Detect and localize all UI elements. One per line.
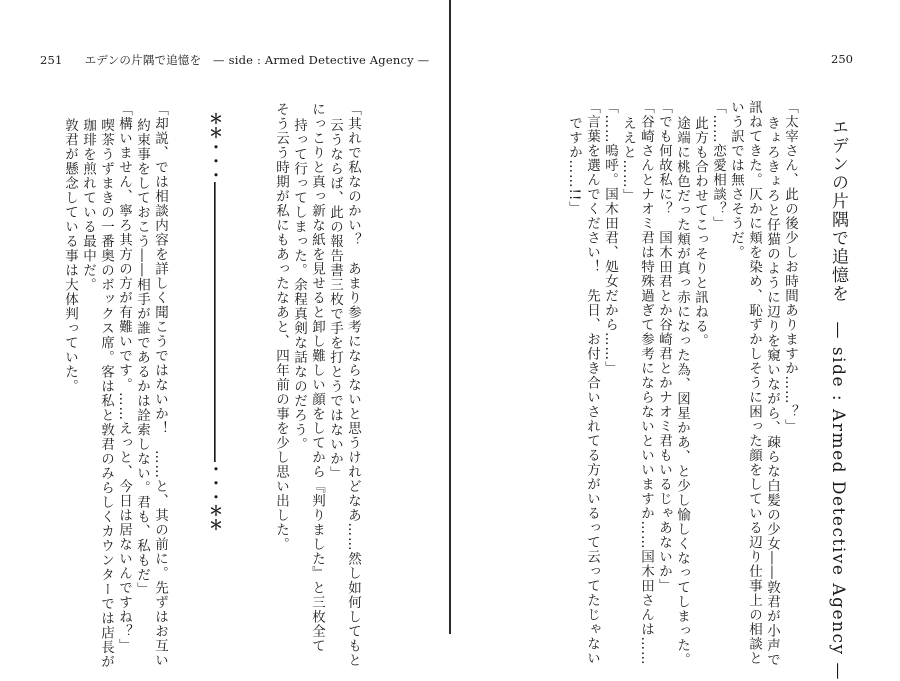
running-header (40, 52, 429, 68)
text-line: ですか……!!」 (566, 116, 582, 216)
scene-break: ＊＊・・・――――――――――――――――――――・・・＊＊ (207, 112, 223, 532)
text-line: きょろきょろと仔猫のように辺りを窺いながら、疎らな白髪の少女――敦君が小声で (764, 116, 780, 667)
text-line: いう訳では無さそうだ。 (728, 100, 744, 260)
page-number-right: 250 (831, 52, 853, 66)
text-line: そう云う時期が私にもあったなあと、四年前の事を少し思い出した。 (273, 102, 289, 552)
text-line: 喫茶うずまきの一番奥のボックス席。客は私と敦君のみらしくカウンターでは店長が (98, 118, 114, 669)
text-line: 「其れで私なのかい？ あまり参考にならないと思うけれどなあ……然し如何してもと (345, 102, 361, 668)
text-line: 約束事をしておこう――相手が誰であるかは詮索しない。君も、私もだ」 (134, 118, 150, 597)
text-line: 「……嗚呼。国木田君、処女だから……」 (602, 100, 618, 376)
text-line: 此方も合わせてこっそりと訊ねる。 (692, 116, 708, 348)
right-page (451, 0, 900, 681)
text-line: 持って行ってしまった。余程真剣な話なのだろう。 (291, 118, 307, 452)
text-line: 「却説、では相談内容を詳しく聞こうではないか！ ……と、其の前に。先ずはお互い (152, 102, 168, 668)
text-line: 「……恋愛相談？」 (710, 100, 726, 231)
text-line: 「谷崎さんとナオミ君は特殊過ぎて参考にならないといいますか……国木田さんは…… (638, 100, 654, 666)
left-page (0, 0, 449, 669)
text-line: にっこりと真っ新な紙を見せると卸し難しい顔をしてから『判りました』と三枚全て (309, 102, 325, 653)
text-line: 訊ねてきた。仄かに頬を染め、恥ずかしそうに困った顔をしている辺り仕事上の相談と (746, 100, 762, 666)
text-line: 途端に桃色だった頬が真っ赤になった為、図星かあ、と少し愉しくなってしまった。 (674, 116, 690, 667)
chapter-title: エデンの片隅で追憶を — side : Armed Detective Agency — (828, 118, 848, 681)
running-header-title: エデンの片隅で追憶を — side : Armed Detective Agency — (84, 53, 430, 67)
text-line: 「構いません、寧ろ其方の方が有難いです。……えっと、今日は居ないんですね？」 (116, 102, 132, 653)
page-number-left: 251 (40, 53, 63, 67)
text-line: 云うならば、此の報告書三枚で手を打とうではないか」 (327, 118, 343, 481)
text-line: 珈琲を煎れている最中だ。 (80, 118, 96, 292)
text-line: 「でも何故私に？ 国木田君とか谷崎君とかナオミ君もいるじゃあないか」 (656, 100, 672, 593)
text-line: 「太宰さん、此の後少しお時間ありますか……？」 (782, 100, 798, 434)
text-line: 敦君が懸念している事は大体判っていた。 (62, 118, 78, 394)
text-line: 「言葉を選んでください！ 先日、お付き合いされてる方がいるって云ってたじゃない (584, 100, 600, 666)
text-line: ええと……」 (620, 116, 636, 203)
